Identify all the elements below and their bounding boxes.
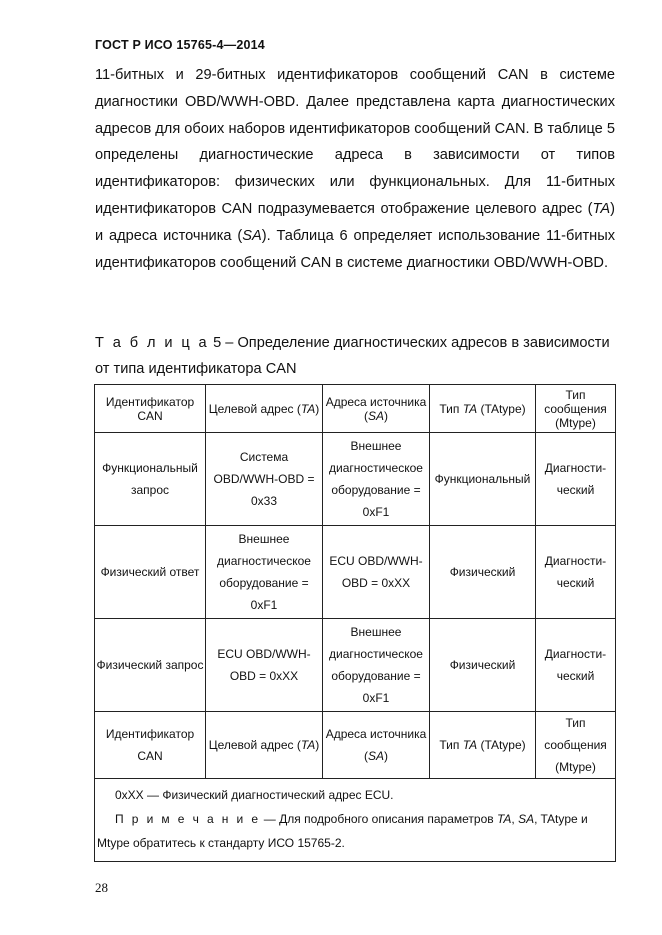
paragraph-text: 11-битных и 29-битных идентификаторов сообщений CAN в системе диагностики OBD/WWH-OBD. Далее представлена карта диагностических адресов для обоих наборов идентификаторов сообщений CAN. В таблице 5 определены диагностические адреса в зависимости от типов идентификаторов: физических или функциональных. Для 11-битных идентификаторов CAN подразумевается отображение целевого адрес ( [95, 67, 615, 217]
table-header-row [95, 385, 616, 433]
cell-source: Внешнее диагностическое оборудование = 0xF1 [323, 619, 430, 712]
cell-can-id: Физический запрос [95, 619, 206, 712]
paragraph-tail: ). Таблица 6 определяет использование 11-битных идентификаторов сообщений CAN в системе диагностики OBD/WWH-OBD. [95, 227, 615, 271]
paragraph-mid: ) и адреса источника ( [95, 200, 615, 244]
table-notes [95, 779, 616, 862]
page-number: 28 [95, 880, 108, 895]
cell-source: Внешнее диагностическое оборудование = 0xF1 [323, 433, 430, 526]
body-paragraph [95, 62, 615, 276]
cell-msg-type: Диагности-ческий [536, 619, 616, 712]
footer-ta-type: Тип TA (TAtype) [430, 712, 536, 779]
cell-ta-type: Физический [430, 526, 536, 619]
cell-target: ECU OBD/WWH-OBD = 0xXX [206, 619, 323, 712]
table-caption [95, 330, 617, 382]
note-label: П р и м е ч а н и е [115, 812, 261, 826]
caption-text: 5 – Определение диагностических адресов в зависимости от типа идентификатора CAN [95, 335, 610, 377]
sa-abbr: SA [242, 227, 262, 244]
table-row [95, 526, 616, 619]
cell-can-id: Физический ответ [95, 526, 206, 619]
table-row [95, 433, 616, 526]
cell-target: Внешнее диагностическое оборудование = 0xF1 [206, 526, 323, 619]
cell-msg-type: Диагности-ческий [536, 526, 616, 619]
footer-message-type: Тип сообщения (Mtype) [536, 712, 616, 779]
cell-msg-type: Диагности-ческий [536, 433, 616, 526]
cell-source: ECU OBD/WWH-OBD = 0xXX [323, 526, 430, 619]
header-message-type: Тип сообщения (Mtype) [536, 385, 616, 433]
table-footer-header-row [95, 712, 616, 779]
footer-can-id: Идентификатор CAN [95, 712, 206, 779]
caption-label: Т а б л и ц а [95, 335, 210, 351]
header-ta-type: Тип TA (TAtype) [430, 385, 536, 433]
cell-ta-type: Физический [430, 619, 536, 712]
note-line-xx: 0xXX — Физический диагностический адрес ECU. [115, 788, 394, 802]
body-text [95, 62, 615, 276]
cell-ta-type: Функциональный [430, 433, 536, 526]
note-line: П р и м е ч а н и е — Для подробного описания параметров TA, SA, TAtype и Mtype обратитесь к стандарту ИСО 15765-2. [97, 812, 588, 850]
footer-target-address: Целевой адрес (TA) [206, 712, 323, 779]
header-can-id: Идентификатор CAN [95, 385, 206, 433]
table-notes-row [95, 779, 616, 862]
document-header: ГОСТ Р ИСО 15765-4—2014 [95, 38, 265, 52]
table-row [95, 619, 616, 712]
ta-abbr: TA [592, 200, 611, 217]
cell-target: Система OBD/WWH-OBD = 0x33 [206, 433, 323, 526]
cell-can-id: Функциональный запрос [95, 433, 206, 526]
diagnostic-address-table [94, 384, 616, 862]
footer-source-address: Адреса источника (SA) [323, 712, 430, 779]
header-source-address: Адреса источника (SA) [323, 385, 430, 433]
header-target-address: Целевой адрес (TA) [206, 385, 323, 433]
